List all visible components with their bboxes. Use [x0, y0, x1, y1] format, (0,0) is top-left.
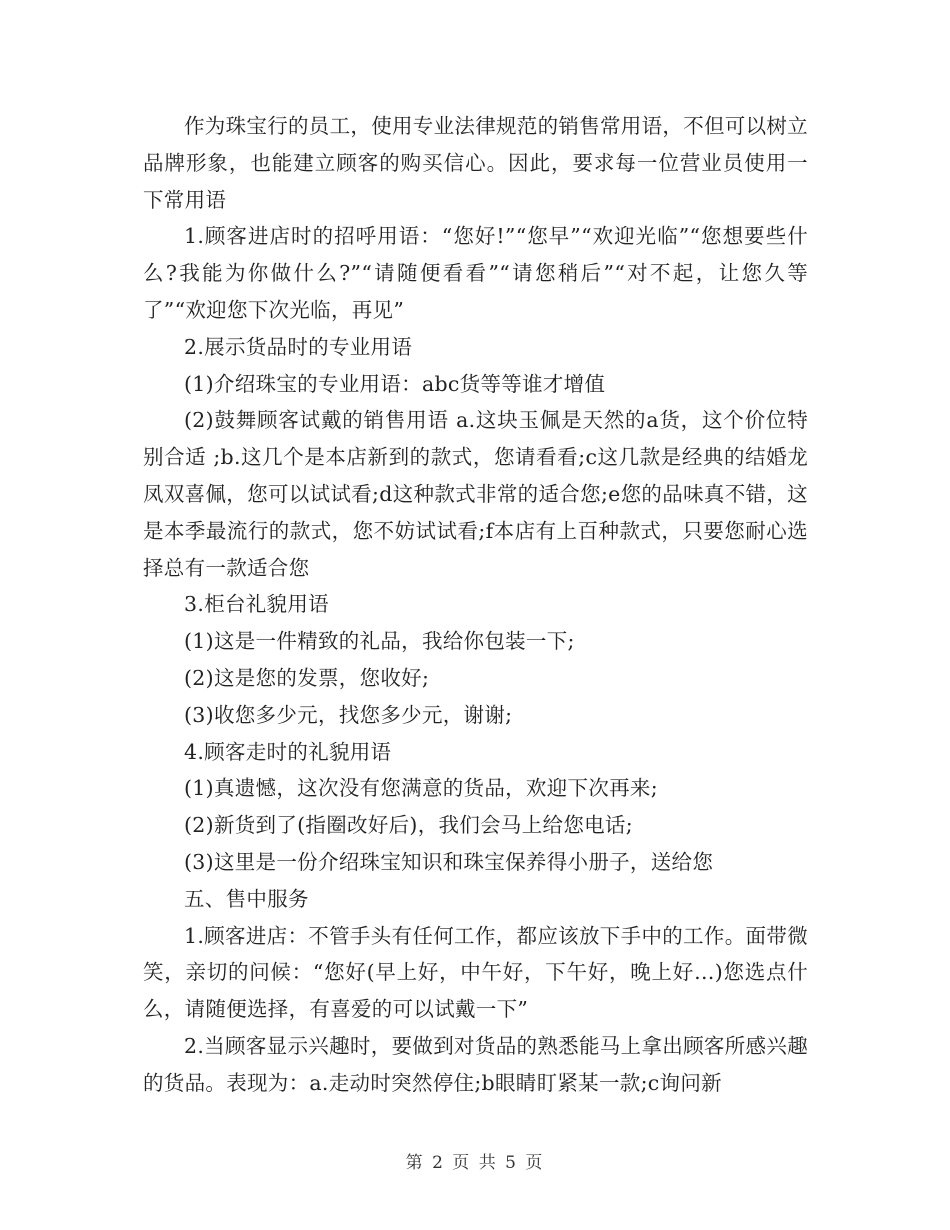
list-item: (3)收您多少元，找您多少元，谢谢;: [184, 702, 513, 727]
page-number-footer: 第 2 页 共 5 页: [405, 1153, 545, 1173]
list-item: (2)鼓舞顾客试戴的销售用语 a.这块玉佩是天然的a货，这个价位特别合适 ;b.这几个是本店新到的款式，您请看看;c这几款是经典的结婚龙凤双喜佩，您可以试试看;d这种款式非常的适合您;e您的品味真不错，这是本季最流行的款式，您不妨试试看;f本店有上百种款式，只要您耐心选择总有一款适合您: [143, 408, 808, 580]
document-body: [143, 108, 808, 1102]
section-heading-in-sale-service: 五、售中服务: [184, 886, 309, 911]
list-item: (1)真遗憾，这次没有您满意的货品，欢迎下次再来;: [184, 776, 658, 801]
greeting-phrases-paragraph: 1.顾客进店时的招呼用语：“您好!”“您早”“欢迎光临”“您想要些什么?我能为你做什么?”“请随便看看”“请您稍后”“对不起，让您久等了”“欢迎您下次光临，再见”: [143, 224, 808, 322]
section-heading-farewell: 4.顾客走时的礼貌用语: [184, 739, 392, 764]
list-item: (2)这是您的发票，您收好;: [184, 665, 430, 690]
list-item: (1)介绍珠宝的专业用语：abc货等等谁才增值: [184, 371, 606, 396]
section-heading-display: 2.展示货品时的专业用语: [184, 334, 413, 359]
customer-entry-paragraph: 1.顾客进店：不管手头有任何工作，都应该放下手中的工作。面带微笑，亲切的问候：“您好(早上好，中午好，下午好，晚上好…)您选点什么，请随便选择，有喜爱的可以试戴一下”: [143, 923, 808, 1022]
customer-interest-paragraph: 2.当顾客显示兴趣时，要做到对货品的熟悉能马上拿出顾客所感兴趣的货品。表现为：a.走动时突然停住;b眼睛盯紧某一款;c询问新: [143, 1033, 808, 1095]
intro-paragraph: 作为珠宝行的员工，使用专业法律规范的销售常用语，不但可以树立品牌形象，也能建立顾客的购买信心。因此，要求每一位营业员使用一下常用语: [143, 114, 808, 212]
list-item: (3)这里是一份介绍珠宝知识和珠宝保养得小册子，送给您: [184, 849, 714, 874]
list-item: (1)这是一件精致的礼品，我给你包装一下;: [184, 629, 575, 654]
list-item: (2)新货到了(指圈改好后)，我们会马上给您电话;: [184, 813, 633, 838]
section-heading-counter: 3.柜台礼貌用语: [184, 592, 329, 617]
